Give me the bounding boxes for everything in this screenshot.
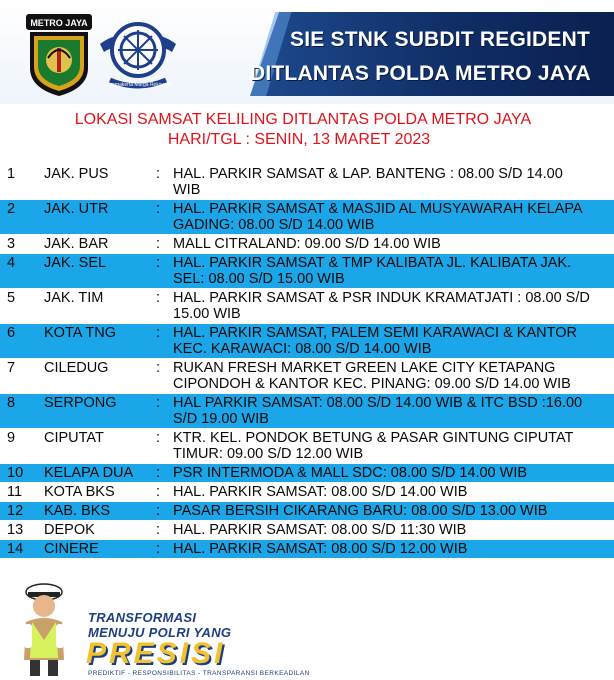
row-number: 12 (7, 503, 24, 519)
footer-tagline: PREDIKTIF - RESPONSIBILITAS - TRANSPARANSI BERKEADILAN (88, 670, 310, 677)
header (0, 0, 614, 104)
row-colon: : (156, 395, 161, 411)
row-city: CILEDUG (44, 360, 109, 376)
schedule-row (0, 234, 614, 253)
schedule-date: HARI/TGL : SENIN, 13 MARET 2023 (167, 131, 431, 148)
row-location: HAL. PARKIR SAMSAT: 08.00 S/D 14.00 WIB (173, 484, 468, 500)
presisi-logo-text: PRESISI (86, 637, 226, 670)
row-city: JAK. PUS (44, 166, 109, 182)
row-colon: : (156, 255, 161, 271)
row-colon: : (156, 465, 161, 481)
schedule-row (0, 393, 614, 428)
row-location: HAL. PARKIR SAMSAT & TMP KALIBATA JL. KALIBATA JAK. SEL: 08.00 S/D 15.00 WIB (173, 255, 572, 287)
row-city: DEPOK (44, 522, 95, 538)
row-city: KOTA TNG (44, 325, 116, 341)
schedule-row (0, 482, 614, 501)
schedule-row (0, 253, 614, 288)
row-location: HAL PARKIR SAMSAT: 08.00 S/D 14.00 WIB & ITC BSD :16.00 S/D 19.00 WIB (173, 395, 583, 427)
row-colon: : (156, 522, 161, 538)
schedule-row (0, 323, 614, 358)
row-colon: : (156, 430, 161, 446)
row-number: 9 (7, 430, 16, 446)
row-number: 2 (7, 201, 16, 217)
schedule-row (0, 539, 614, 558)
row-number: 8 (7, 395, 16, 411)
row-city: CINERE (44, 541, 99, 557)
row-colon: : (156, 484, 161, 500)
row-location: MALL CITRALAND: 09.00 S/D 14.00 WIB (173, 236, 441, 252)
row-number: 11 (7, 484, 23, 500)
row-city: JAK. BAR (44, 236, 109, 252)
row-colon: : (156, 166, 161, 182)
metro-jaya-police-logo (24, 12, 94, 98)
row-city: JAK. SEL (44, 255, 107, 271)
logo2-text: Dharmakerta Marga Reksyaka (104, 82, 172, 88)
footer-line-1: TRANSFORMASI (88, 610, 197, 625)
logo1-text: METRO JAYA (30, 18, 88, 28)
row-city: JAK. UTR (44, 201, 109, 217)
banner-line-1: SIE STNK SUBDIT REGIDENT (290, 28, 590, 51)
schedule-row (0, 520, 614, 539)
schedule-table (0, 164, 614, 558)
row-location: HAL. PARKIR SAMSAT, PALEM SEMI KARAWACI & KANTOR KEC. KARAWACI: 08.00 S/D 14.00 WIB (173, 325, 577, 357)
row-location: PASAR BERSIH CIKARANG BARU: 08.00 S/D 13.00 WIB (173, 503, 548, 519)
row-city: KELAPA DUA (44, 465, 134, 481)
row-location: HAL. PARKIR SAMSAT: 08.00 S/D 12.00 WIB (173, 541, 468, 557)
row-city: KOTA BKS (44, 484, 115, 500)
row-city: CIPUTAT (44, 430, 104, 446)
row-colon: : (156, 541, 161, 557)
row-city: JAK. TIM (44, 290, 104, 306)
schedule-row (0, 164, 614, 199)
row-number: 13 (7, 522, 24, 538)
row-colon: : (156, 201, 161, 217)
row-colon: : (156, 290, 161, 306)
row-location: PSR INTERMODA & MALL SDC: 08.00 S/D 14.00 WIB (173, 465, 528, 481)
row-location: HAL. PARKIR SAMSAT & LAP. BANTENG : 08.00 S/D 14.00 WIB (173, 166, 563, 198)
row-colon: : (156, 325, 161, 341)
footer-line-2: MENUJU POLRI YANG (88, 625, 232, 640)
row-number: 14 (7, 541, 24, 557)
row-number: 7 (7, 360, 16, 376)
title-banner (250, 12, 614, 96)
row-number: 5 (7, 290, 16, 306)
row-colon: : (156, 360, 161, 376)
row-number: 4 (7, 255, 16, 271)
police-mascot-illustration (6, 578, 82, 678)
lantas-emblem-logo (98, 10, 178, 96)
schedule-row (0, 358, 614, 393)
footer (0, 576, 614, 680)
row-number: 10 (7, 465, 24, 481)
schedule-row (0, 288, 614, 323)
row-location: HAL. PARKIR SAMSAT: 08.00 S/D 11:30 WIB (173, 522, 467, 538)
row-number: 1 (7, 166, 16, 182)
row-number: 6 (7, 325, 16, 341)
schedule-row (0, 199, 614, 234)
banner-line-2: DITLANTAS POLDA METRO JAYA (250, 62, 591, 85)
schedule-title: LOKASI SAMSAT KELILING DITLANTAS POLDA METRO JAYA (74, 111, 532, 128)
row-location: HAL. PARKIR SAMSAT & PSR INDUK KRAMATJATI : 08.00 S/D 15.00 WIB (173, 290, 590, 322)
row-colon: : (156, 503, 161, 519)
row-number: 3 (7, 236, 16, 252)
schedule-row (0, 463, 614, 482)
row-location: KTR. KEL. PONDOK BETUNG & PASAR GINTUNG CIPUTAT TIMUR: 09.00 S/D 12.00 WIB (173, 430, 574, 462)
schedule-row (0, 428, 614, 463)
schedule-row (0, 501, 614, 520)
row-location: HAL. PARKIR SAMSAT & MASJID AL MUSYAWARAH KELAPA GADING: 08.00 S/D 14.00 WIB (173, 201, 582, 233)
row-location: RUKAN FRESH MARKET GREEN LAKE CITY KETAPANG CIPONDOH & KANTOR KEC. PINANG: 09.00 S/D 14.00 WIB (173, 360, 571, 392)
row-city: KAB. BKS (44, 503, 111, 519)
row-city: SERPONG (44, 395, 117, 411)
row-colon: : (156, 236, 161, 252)
